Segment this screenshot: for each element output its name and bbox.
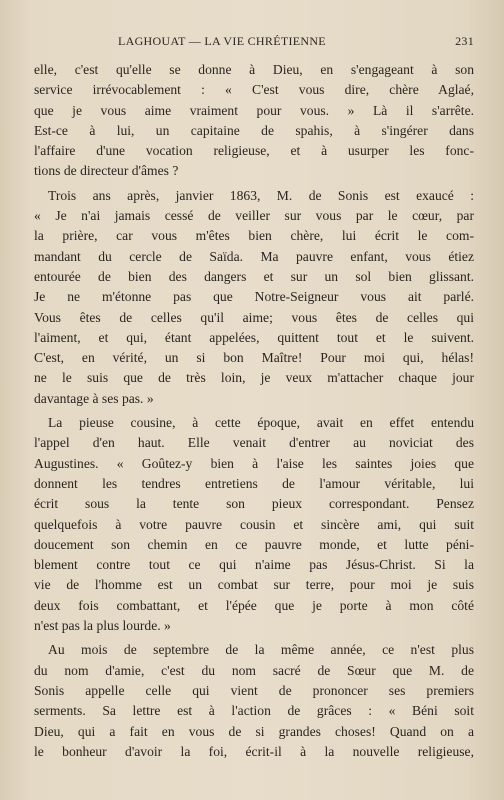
text-line: C'est, en vérité, un si bon Maître! Pour moi qui, hélas! <box>34 350 474 366</box>
text-line: serments. Sa lettre est à l'action de grâces : « Béni soit <box>34 703 474 719</box>
text-line: « Je n'ai jamais cessé de veiller sur vous par le cœur, par <box>34 208 474 224</box>
text-line: doucement son chemin en ce pauvre monde, et lutte péni- <box>34 536 474 552</box>
text-line: du nom d'amie, c'est du nom sacré de Sœur que M. de <box>34 662 474 678</box>
paragraph <box>34 413 474 636</box>
text-line: la prière, car vous m'êtes bien chère, lui écrit le com- <box>34 228 474 244</box>
text-line: La pieuse cousine, à cette époque, avait en effet entendu <box>48 415 474 431</box>
text-line: l'appel d'en haut. Elle venait d'entrer au noviciat des <box>34 435 474 451</box>
text-line: l'aiment, et qui, étant appelées, quittent tout et le suivent. <box>34 329 474 345</box>
text-line: l'affaire d'une vocation religieuse, et à usurper les fonc- <box>34 143 474 159</box>
text-line: Dieu, qui a fait en vous de si grandes choses! Quand on a <box>34 723 474 739</box>
page-body-text <box>34 60 474 762</box>
text-line: davantage à ses pas. » <box>34 390 154 406</box>
text-line: Sonis appelle celle qui vient de prononcer ses premiers <box>34 682 474 698</box>
text-line: deux fois combattant, et l'épée que je porte à mon côté <box>34 597 474 613</box>
text-line: n'est pas la plus lourde. » <box>34 618 171 634</box>
text-line: mandant du cercle de Saïda. Ma pauvre enfant, vous étiez <box>34 248 474 264</box>
text-line: donnent les tendres entretiens de l'amour véritable, lui <box>34 475 474 491</box>
text-line: vie de l'homme est un combat sur terre, pour moi je suis <box>34 577 474 593</box>
text-line: Je ne m'étonne pas que Notre-Seigneur vous ait parlé. <box>34 289 474 305</box>
text-line: écrit sous la tente son pieux correspondant. Pensez <box>34 496 474 512</box>
text-line: le bonheur d'avoir la foi, écrit-il à la nouvelle religieuse, <box>34 743 474 759</box>
text-line: service irrévocablement : « C'est vous dire, chère Aglaé, <box>34 82 474 98</box>
text-line: Trois ans après, janvier 1863, M. de Sonis est exaucé : <box>48 187 474 203</box>
text-line: tions de directeur d'âmes ? <box>34 163 179 179</box>
text-line: quelquefois à votre pauvre cousin et sincère ami, qui suit <box>34 516 474 532</box>
text-line: que je vous aime vraiment pour vous. » Là il s'arrête. <box>34 102 474 118</box>
page-number: 231 <box>455 34 474 48</box>
paragraph <box>34 60 474 182</box>
text-line: blement contre tout ce qui n'aime pas Jésus-Christ. Si la <box>34 557 474 573</box>
text-line: elle, c'est qu'elle se donne à Dieu, en s'engageant à son <box>34 62 474 77</box>
text-line: Au mois de septembre de la même année, ce n'est plus <box>48 642 474 658</box>
text-line: ne le suis que de très loin, je veux m'attacher chaque jour <box>34 370 474 386</box>
running-title: LAGHOUAT — LA VIE CHRÉTIENNE <box>118 34 326 48</box>
paragraph <box>34 640 474 762</box>
text-line: Vous êtes de celles qu'il aime; vous êtes de celles qui <box>34 309 474 325</box>
text-line: Est-ce à lui, un capitaine de spahis, à s'ingérer dans <box>34 122 474 138</box>
running-header <box>34 34 474 52</box>
text-line: entourée de bien des dangers et sur un sol bien glissant. <box>34 268 474 284</box>
text-line: Augustines. « Goûtez-y bien à l'aise les saintes joies que <box>34 455 474 471</box>
paragraph <box>34 186 474 409</box>
